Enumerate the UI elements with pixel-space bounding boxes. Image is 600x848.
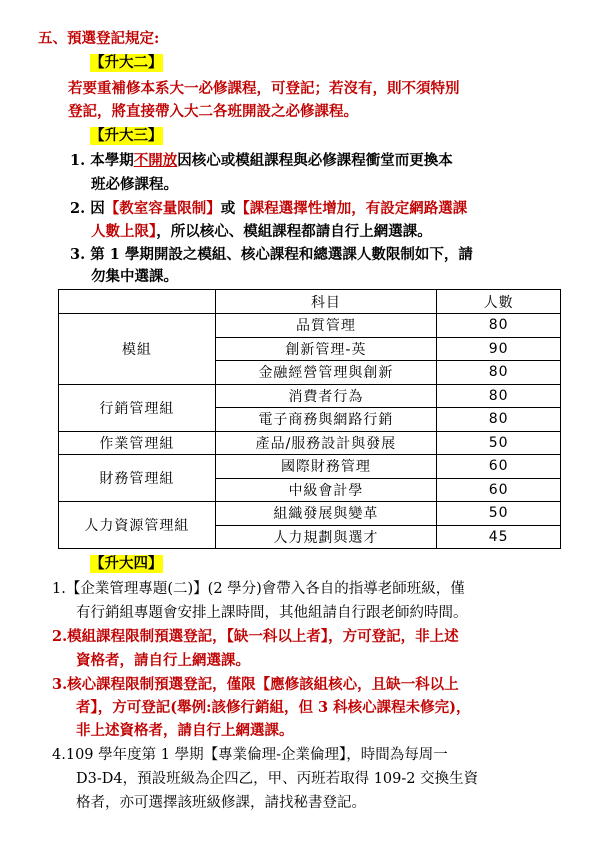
text: 本學期 [90,152,134,169]
year3-item3 [70,246,473,264]
text: 模組課程限制預選登記， [67,628,227,645]
year4-item3-cont [76,699,471,717]
year3-item1 [70,152,453,170]
year3-item2 [70,200,467,218]
count-cell: 90 [437,337,561,361]
emphasis-text: 人數上限】 [91,223,157,240]
item-number: 2. [70,200,86,217]
item-number: 3. [70,246,86,263]
text: 第 1 學期開設之模組、核心課程和總選課人數限制如下，請 [90,246,473,263]
table-header-row [59,290,561,314]
emphasis-text: 【應修該組核心，且缺一科以上 [255,676,459,693]
table-header-course: 科目 [215,290,437,314]
badge-year4: 【升大四】 [90,555,163,572]
year2-line2: 登記，將直接帶入大二各班開設之必修課程。 [68,103,358,120]
year4-item3-cont2: 非上述資格者，請自行上網選課。 [76,722,294,739]
text: 【企業管理專題(二)】(2 學分)會帶入各自的指導老師班級，僅 [65,581,465,597]
course-cell: 電子商務與網路行銷 [215,408,437,432]
course-limit-table [58,289,561,549]
table-row [59,502,561,526]
table-header-count: 人數 [437,290,561,314]
course-cell: 金融經營管理與創新 [215,361,437,385]
emphasis-text: 【缺一科以上者】 [226,628,329,645]
course-cell: 人力規劃與選才 [215,525,437,549]
course-cell: 國際財務管理 [215,455,437,479]
count-cell: 50 [437,431,561,455]
group-cell: 模組 [59,314,216,385]
count-cell: 80 [437,384,561,408]
course-cell: 消費者行為 [215,384,437,408]
year4-item4-cont2: 格者，亦可選擇該班級修課，請找秘書登記。 [76,795,366,811]
year4-item4 [52,746,448,764]
table-row [59,455,561,479]
year4-item1-cont: 有行銷組專題會安排上課時間，其他組請自行跟老師約時間。 [76,605,468,621]
item-number: 2. [52,628,68,645]
item-number: 1. [70,152,86,169]
emphasis-text: 【教室容量限制】 [104,200,221,217]
emphasis-text: 者】 [76,699,98,716]
year4-item2-cont: 資格者，請自行上網選課。 [76,652,250,669]
course-cell: 中級會計學 [215,478,437,502]
count-cell: 80 [437,361,561,385]
group-cell: 人力資源管理組 [59,502,216,549]
course-cell: 創新管理-英 [215,337,437,361]
text: 因 [90,200,105,217]
year3-item1-cont: 班必修課程。 [91,176,178,193]
emphasis-text: 不開放 [133,152,178,169]
text: 因核心或模組課程與必修課程衝堂而更換本 [177,152,453,169]
table-row [59,384,561,408]
course-cell: 品質管理 [215,314,437,338]
text: ，所以核心、模組課程都請自行上網選課。 [156,223,432,240]
count-cell: 80 [437,408,561,432]
table-row [59,431,561,455]
course-cell: 產品/服務設計與發展 [215,431,437,455]
year4-item1 [52,580,465,598]
group-cell: 行銷管理組 [59,384,216,431]
item-number: 3. [52,676,68,693]
text: 或 [220,200,236,217]
item-number: 4. [52,747,66,763]
group-cell: 作業管理組 [59,431,216,455]
count-cell: 80 [437,314,561,338]
year4-item4-cont: D3-D4，預設班級為企四乙，甲、丙班若取得 109-2 交換生資 [76,771,479,787]
count-cell: 50 [437,502,561,526]
table-row [59,314,561,338]
year2-line1: 若要重補修本系大一必修課程，可登記；若沒有，則不須特別 [68,80,460,97]
text: ，方可登記(舉例:該修行銷組，但 3 科核心課程未修完)， [97,699,471,716]
table-header-group [59,290,216,314]
group-cell: 財務管理組 [59,455,216,502]
item-number: 1. [52,581,66,597]
count-cell: 60 [437,478,561,502]
badge-year2: 【升大二】 [90,54,163,71]
text: 109 學年度第 1 學期【專業倫理-企業倫理】，時間為每周一 [65,747,448,763]
emphasis-text: 【課程選擇性增加，有設定網路選課 [235,200,468,217]
text: 核心課程限制預選登記，僅限 [67,676,256,693]
year4-item3 [52,676,459,694]
section-title: 五、預選登記規定: [38,30,160,47]
badge-year3: 【升大三】 [90,127,163,144]
year4-item2 [52,628,459,646]
text: ，方可登記，非上述 [328,628,459,645]
year3-item3-cont: 勿集中選課。 [91,268,178,285]
count-cell: 60 [437,455,561,479]
count-cell: 45 [437,525,561,549]
course-cell: 組織發展與變革 [215,502,437,526]
year3-item2-cont [91,223,432,241]
